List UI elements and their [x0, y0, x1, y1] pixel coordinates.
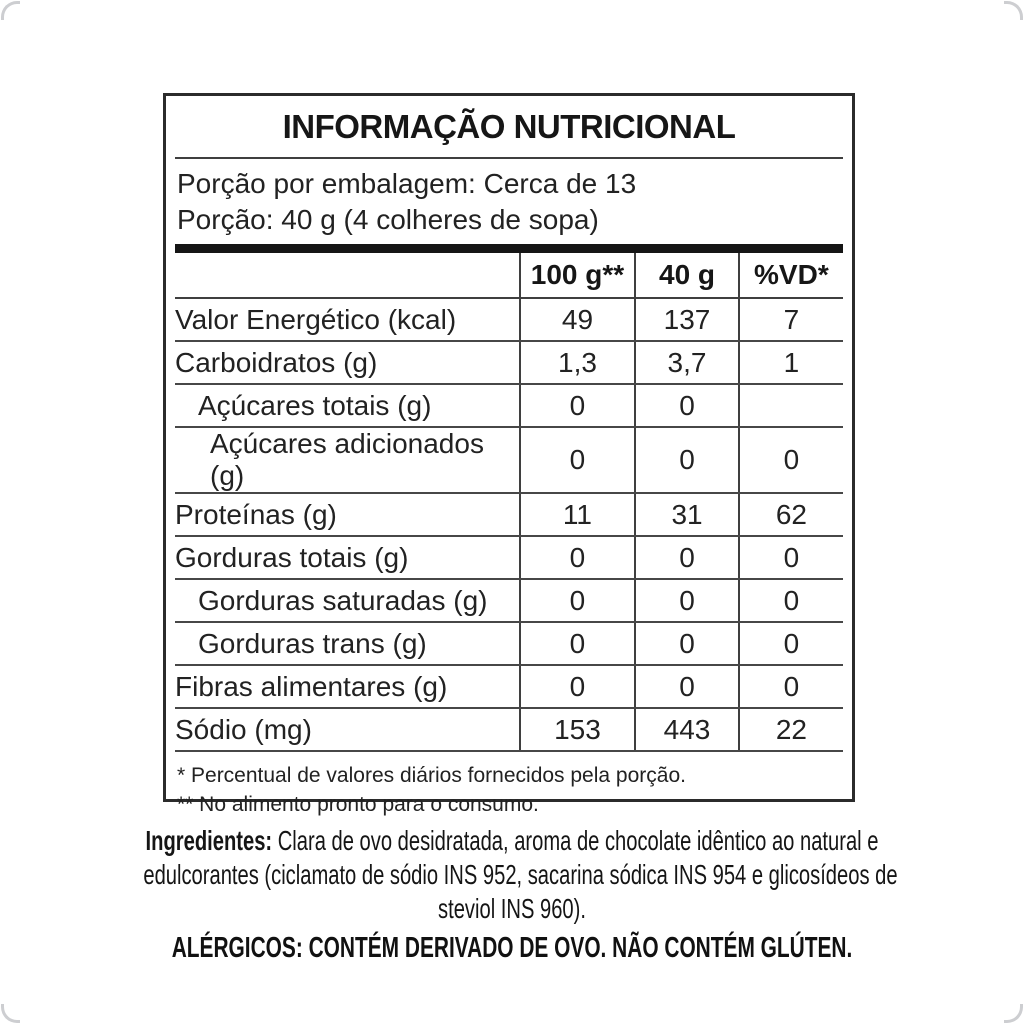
- value-40g: 443: [635, 708, 739, 751]
- panel-title: INFORMAÇÃO NUTRICIONAL: [175, 96, 843, 159]
- ingredients-and-allergens: [143, 824, 898, 965]
- table-row: [175, 579, 843, 622]
- table-row: [175, 493, 843, 536]
- value-vd: 0: [739, 665, 843, 708]
- ingredients-text: Clara de ovo desidratada, aroma de chocolate idêntico ao natural e: [272, 825, 879, 856]
- table-row: [175, 427, 843, 493]
- allergen-statement: ALÉRGICOS: CONTÉM DERIVADO DE OVO. NÃO CONTÉM GLÚTEN.: [171, 932, 853, 964]
- value-100g: 0: [520, 536, 636, 579]
- value-vd: 7: [739, 298, 843, 341]
- row-label: Sódio (mg): [175, 708, 520, 751]
- value-100g: 1,3: [520, 341, 636, 384]
- value-40g: 31: [635, 493, 739, 536]
- value-vd: 0: [739, 579, 843, 622]
- value-100g: 49: [520, 298, 636, 341]
- column-header-100g: 100 g**: [520, 253, 636, 298]
- value-vd: 0: [739, 536, 843, 579]
- rounded-corner-mark: [1004, 1, 1023, 20]
- value-vd: 1: [739, 341, 843, 384]
- table-row: [175, 536, 843, 579]
- serving-size: Porção: 40 g (4 colheres de sopa): [177, 204, 599, 235]
- row-label: Carboidratos (g): [175, 341, 520, 384]
- footnote-prepared-food: ** No alimento pronto para o consumo.: [177, 793, 539, 816]
- value-40g: 137: [635, 298, 739, 341]
- row-label: Fibras alimentares (g): [175, 665, 520, 708]
- table-header-row: [175, 253, 843, 298]
- row-label: Açúcares adicionados (g): [175, 427, 520, 493]
- value-vd: [739, 384, 843, 427]
- table-row: [175, 298, 843, 341]
- value-vd: 62: [739, 493, 843, 536]
- column-header-nutrient: [175, 253, 520, 298]
- column-header-vd: %VD*: [739, 253, 843, 298]
- value-100g: 0: [520, 665, 636, 708]
- rounded-corner-mark: [1, 1, 20, 20]
- value-40g: 0: [635, 384, 739, 427]
- table-row: [175, 708, 843, 751]
- value-100g: 153: [520, 708, 636, 751]
- row-label: Gorduras saturadas (g): [175, 579, 520, 622]
- value-vd: 22: [739, 708, 843, 751]
- value-100g: 0: [520, 579, 636, 622]
- value-40g: 3,7: [635, 341, 739, 384]
- row-label: Gorduras totais (g): [175, 536, 520, 579]
- column-header-40g: 40 g: [635, 253, 739, 298]
- value-100g: 0: [520, 427, 636, 493]
- value-40g: 0: [635, 665, 739, 708]
- row-label: Gorduras trans (g): [175, 622, 520, 665]
- value-40g: 0: [635, 622, 739, 665]
- nutrition-facts-panel: [163, 93, 855, 816]
- value-100g: 11: [520, 493, 636, 536]
- footnotes: [175, 752, 843, 819]
- table-row: [175, 665, 843, 708]
- value-vd: 0: [739, 427, 843, 493]
- value-40g: 0: [635, 579, 739, 622]
- row-label: Valor Energético (kcal): [175, 298, 520, 341]
- value-40g: 0: [635, 427, 739, 493]
- ingredients-line-3: steviol INS 960).: [438, 893, 586, 924]
- table-row: [175, 341, 843, 384]
- value-100g: 0: [520, 622, 636, 665]
- row-label: Proteínas (g): [175, 493, 520, 536]
- rounded-corner-mark: [1004, 1004, 1023, 1023]
- serving-info: [175, 159, 843, 244]
- ingredients-line-1: [143, 824, 880, 858]
- value-vd: 0: [739, 622, 843, 665]
- row-label: Açúcares totais (g): [175, 384, 520, 427]
- servings-per-package: Porção por embalagem: Cerca de 13: [177, 168, 637, 199]
- rounded-corner-mark: [1, 1004, 20, 1023]
- value-100g: 0: [520, 384, 636, 427]
- nutrition-table: [175, 253, 843, 752]
- footnote-daily-values: * Percentual de valores diários fornecidos pela porção.: [177, 764, 686, 787]
- value-40g: 0: [635, 536, 739, 579]
- ingredients-line-2: edulcorantes (ciclamato de sódio INS 952, sacarina sódica INS 954 e glicosídeos de: [143, 859, 898, 890]
- divider-bar: [175, 244, 843, 253]
- table-row: [175, 622, 843, 665]
- ingredients-heading: Ingredientes:: [145, 825, 273, 856]
- table-row: [175, 384, 843, 427]
